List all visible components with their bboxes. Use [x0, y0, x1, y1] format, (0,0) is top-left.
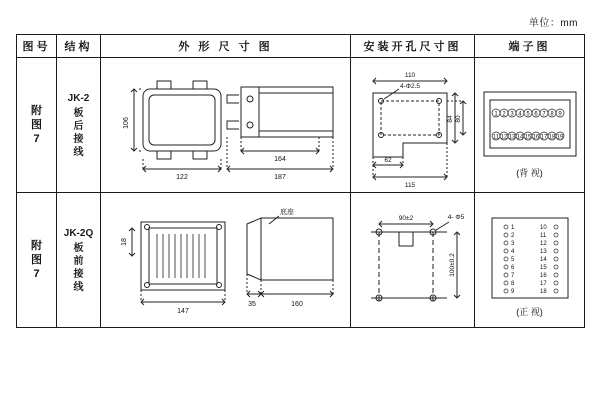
row1-mounting-drawing	[351, 58, 475, 193]
svg-text:13: 13	[539, 248, 547, 255]
svg-text:9: 9	[557, 111, 562, 117]
row1-terminal-diagram	[475, 58, 585, 193]
row2-structure-label: 板前接线	[73, 242, 84, 293]
svg-text:8: 8	[549, 111, 554, 117]
row2-drawing-no	[17, 193, 57, 328]
svg-text:6: 6	[533, 111, 538, 117]
svg-text:16: 16	[539, 272, 547, 279]
svg-text:18: 18	[539, 288, 547, 295]
svg-text:11: 11	[539, 232, 546, 239]
table-row	[17, 58, 585, 193]
svg-text:1: 1	[493, 111, 498, 117]
svg-text:12: 12	[500, 134, 507, 140]
row1-dim-62: 62	[384, 156, 392, 164]
svg-text:6: 6	[510, 264, 514, 271]
svg-text:4: 4	[517, 111, 522, 117]
svg-text:4: 4	[510, 248, 514, 255]
svg-text:2: 2	[510, 232, 514, 239]
row1-drawing-no-text: 附图	[31, 105, 42, 131]
svg-text:17: 17	[539, 280, 547, 287]
row2-model-label: JK-2Q	[63, 227, 94, 239]
row2-dim-100: 100±0.2	[449, 252, 456, 277]
row2-structure	[57, 193, 101, 328]
row2-drawing-no-number: 7	[33, 268, 40, 280]
row1-dim-110: 110	[404, 71, 416, 79]
svg-text:15: 15	[539, 264, 547, 271]
row1-dim-187: 187	[274, 173, 286, 181]
svg-text:10: 10	[539, 224, 547, 231]
row2-dim-18: 18	[121, 237, 128, 246]
svg-text:7: 7	[510, 272, 514, 279]
row1-dim-holes: 4-Φ2.5	[399, 82, 421, 90]
unit-note: 单位：mm	[528, 18, 578, 29]
row1-dim-84: 84	[447, 114, 454, 123]
header-structure: 结构	[57, 35, 101, 58]
row2-terminal-right-numbers	[540, 225, 558, 295]
svg-text:2: 2	[501, 111, 506, 117]
row1-drawing-no-number: 7	[33, 133, 40, 145]
svg-text:15: 15	[524, 134, 531, 140]
svg-text:5: 5	[525, 111, 530, 117]
row1-terminal-caption: (背 视)	[516, 167, 543, 178]
svg-text:12: 12	[539, 240, 547, 247]
row1-structure	[57, 58, 101, 193]
svg-text:13: 13	[508, 134, 515, 140]
row1-dim-106: 106	[123, 116, 130, 129]
row2-drawing-no-text: 附图	[31, 240, 42, 266]
svg-text:19: 19	[556, 134, 563, 140]
header-mounting-holes: 安装开孔尺寸图	[351, 35, 475, 58]
svg-text:16: 16	[532, 134, 539, 140]
svg-text:1: 1	[510, 224, 514, 231]
row2-dim-35: 35	[248, 300, 256, 308]
row2-dim-holes: 4- Φ5	[447, 213, 465, 221]
row1-terminal-top-numbers	[492, 109, 564, 118]
specification-table	[16, 34, 585, 328]
row1-structure-label: 板后接线	[73, 107, 84, 158]
svg-text:11: 11	[492, 134, 499, 140]
svg-text:5: 5	[510, 256, 514, 263]
row2-terminal-left-numbers	[504, 225, 515, 295]
table-header-row	[17, 35, 585, 58]
row2-label-base: 底座	[280, 208, 294, 216]
row1-terminal-bottom-numbers	[492, 132, 564, 141]
row1-outline-drawing	[101, 58, 351, 193]
svg-text:9: 9	[510, 288, 514, 295]
row2-outline-drawing	[101, 193, 351, 328]
row1-drawing-no	[17, 58, 57, 193]
row1-dim-80: 80	[455, 114, 462, 123]
row2-dim-160: 160	[291, 300, 303, 308]
svg-text:17: 17	[540, 134, 547, 140]
row1-dim-164: 164	[274, 155, 286, 163]
svg-text:18: 18	[548, 134, 555, 140]
svg-text:14: 14	[516, 134, 523, 140]
row2-terminal-caption: (正 视)	[516, 306, 543, 317]
row2-dim-90: 90±2	[398, 214, 414, 222]
row2-mounting-drawing	[351, 193, 475, 328]
header-drawing-no: 图号	[17, 35, 57, 58]
svg-text:3: 3	[509, 111, 514, 117]
svg-text:8: 8	[510, 280, 514, 287]
row1-dim-115: 115	[404, 181, 416, 189]
row2-dim-147: 147	[177, 307, 189, 315]
svg-text:7: 7	[541, 111, 546, 117]
row1-model-label: JK-2	[67, 92, 90, 104]
row1-dim-122: 122	[176, 173, 188, 181]
svg-text:14: 14	[539, 256, 547, 263]
header-outline-dimensions: 外 形 尺 寸 图	[101, 35, 351, 58]
table-row	[17, 193, 585, 328]
row2-terminal-diagram	[475, 193, 585, 328]
svg-text:3: 3	[510, 240, 514, 247]
header-terminal-diagram: 端子图	[475, 35, 585, 58]
